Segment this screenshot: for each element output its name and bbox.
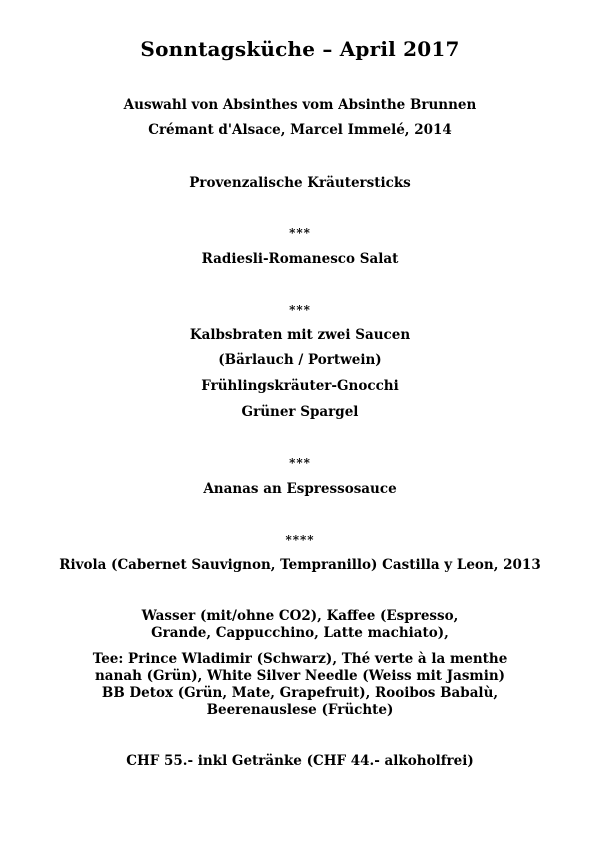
wine-pairing: Rivola (Cabernet Sauvignon, Tempranillo) Castilla y Leon, 2013 <box>59 557 541 573</box>
main-side-gnocchi: Frühlingskräuter-Gnocchi <box>201 378 399 394</box>
course-separator: **** <box>285 533 315 547</box>
course-separator: *** <box>289 303 311 317</box>
course-separator: *** <box>289 456 311 470</box>
main-side-asparagus: Grüner Spargel <box>241 404 359 420</box>
course-separator: *** <box>289 226 311 240</box>
price-line: CHF 55.- inkl Getränke (CHF 44.- alkoholfrei) <box>126 753 474 769</box>
salad-dish: Radiesli-Romanesco Salat <box>201 251 399 267</box>
drinks-list: Wasser (mit/ohne CO2), Kaffee (Espresso, Grande, Cappucchino, Latte machiato), <box>141 608 459 641</box>
aperitif-cremant: Crémant d'Alsace, Marcel Immelé, 2014 <box>148 122 452 138</box>
main-dish: Kalbsbraten mit zwei Saucen <box>189 327 411 343</box>
dessert-dish: Ananas an Espressosauce <box>203 481 397 497</box>
tea-list: Tee: Prince Wladimir (Schwarz), Thé verte à la menthe nanah (Grün), White Silver Needle (Weiss mit Jasmin) BB Detox (Grün, Mate, Grapefruit), Rooibos Babalù, Beerenauslese (Früchte) <box>92 651 508 718</box>
aperitif-absinthe: Auswahl von Absinthes vom Absinthe Brunnen <box>123 97 477 113</box>
menu-title: Sonntagsküche – April 2017 <box>140 37 460 61</box>
main-dish-sauces: (Bärlauch / Portwein) <box>218 352 382 368</box>
starter-dish: Provenzalische Kräutersticks <box>189 175 411 191</box>
